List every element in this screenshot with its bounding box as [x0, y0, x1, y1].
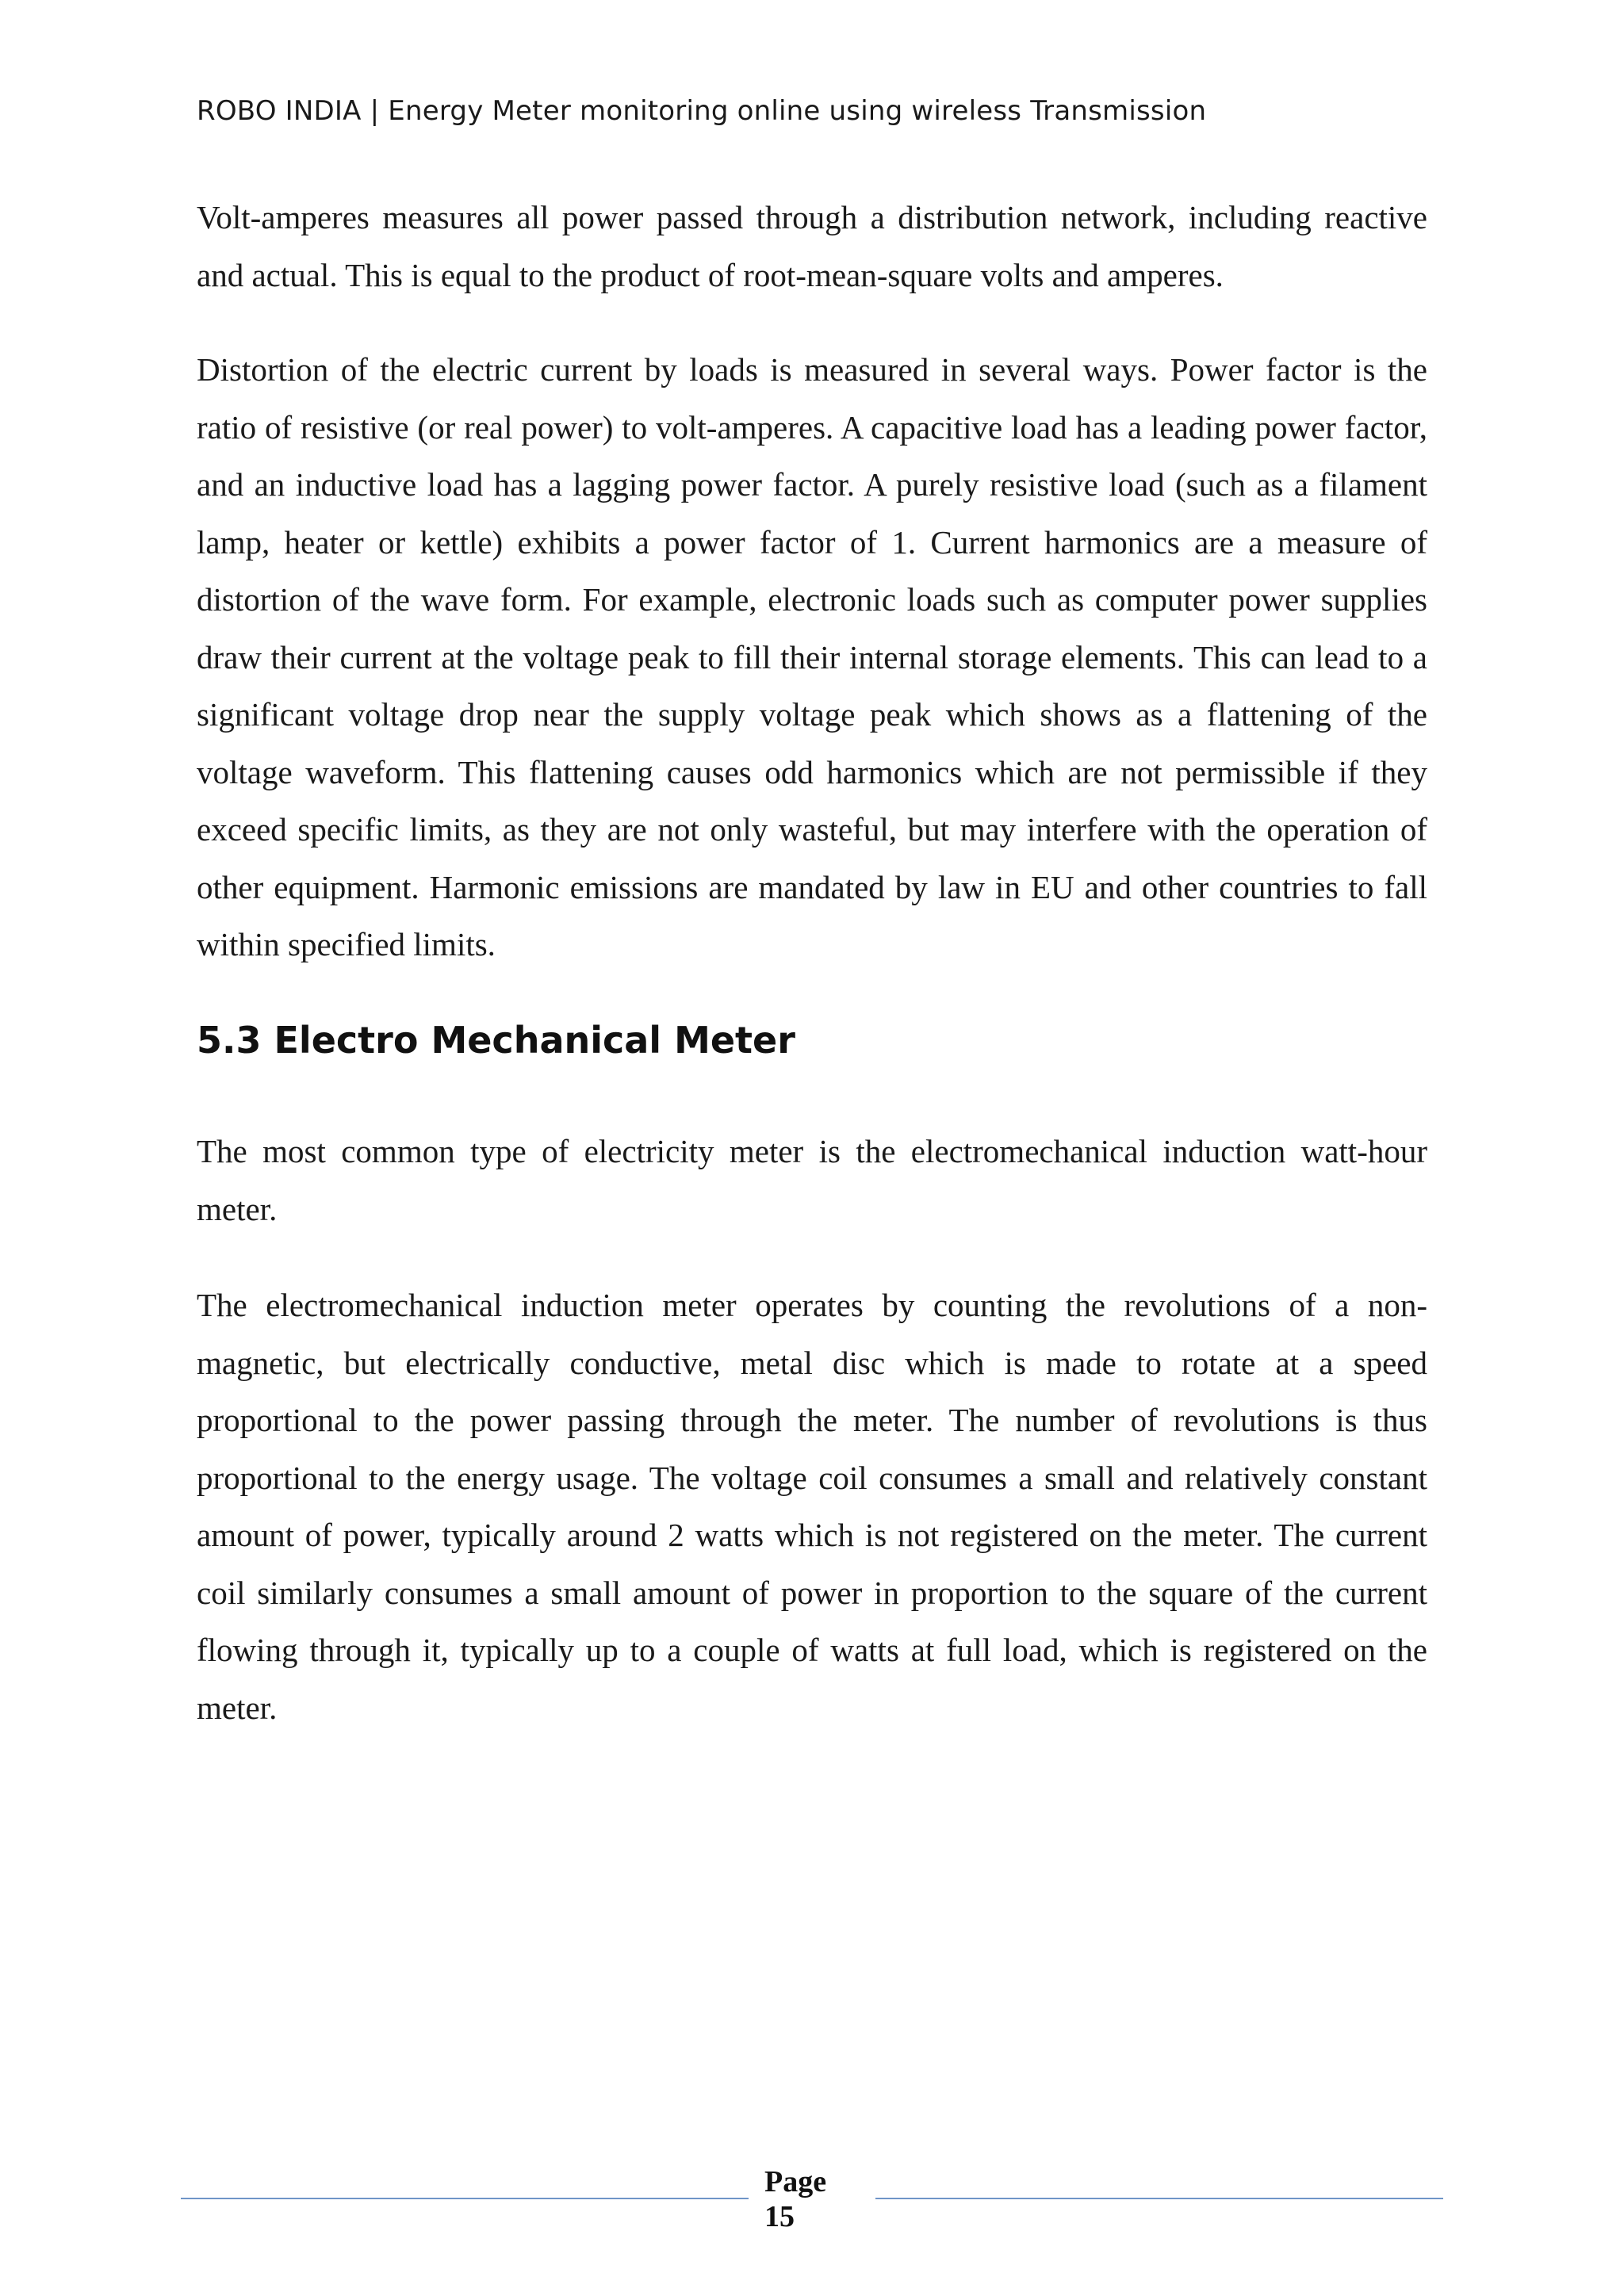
page-number-value: 15 — [764, 2200, 795, 2233]
footer-rule-right — [875, 2198, 1443, 2199]
body-paragraph-induction-meter: The electromechanical induction meter operates by counting the revolutions of a non-magnetic, but electrically conductive, metal disc which is made to rotate at a speed proportional to the power passing through the meter. The number of revolutions is thus proportional to the energy usage. The voltage coil consumes a small and relatively constant amount of power, typically around 2 watts which is not registered on the meter. The current coil similarly consumes a small amount of power in proportion to the square of the current flowing through it, typically up to a couple of watts at full load, which is registered on the meter. — [197, 1287, 1427, 1726]
section-heading: 5.3 Electro Mechanical Meter — [197, 1019, 795, 1062]
body-paragraph-volt-amperes: Volt-amperes measures all power passed through a distribution network, including reactive and actual. This is equal to the product of root-mean-square volts and amperes. — [197, 199, 1427, 293]
body-paragraph-distortion: Distortion of the electric current by loads is measured in several ways. Power factor is the ratio of resistive (or real power) to volt-amperes. A capacitive load has a leading power factor, and an inductive load has a lagging power factor. A purely resistive load (such as a filament lamp, heater or kettle) exhibits a power factor of 1. Current harmonics are a measure of distortion of the wave form. For example, electronic loads such as computer power supplies draw their current at the voltage peak to fill their internal storage elements. This can lead to a significant voltage drop near the supply voltage peak which shows as a flattening of the voltage waveform. This flattening causes odd harmonics which are not permissible if they exceed specific limits, as they are not only wasteful, but may interfere with the operation of other equipment. Harmonic emissions are mandated by law in EU and other countries to fall within specified limits. — [197, 351, 1427, 962]
body-paragraph-common-type: The most common type of electricity meter is the electromechanical induction watt-hour meter. — [197, 1133, 1427, 1227]
page-number — [764, 2164, 860, 2234]
page-label: Page — [764, 2165, 827, 2198]
running-header: ROBO INDIA | Energy Meter monitoring online using wireless Transmission — [197, 95, 1207, 127]
footer-rule-left — [181, 2198, 749, 2199]
